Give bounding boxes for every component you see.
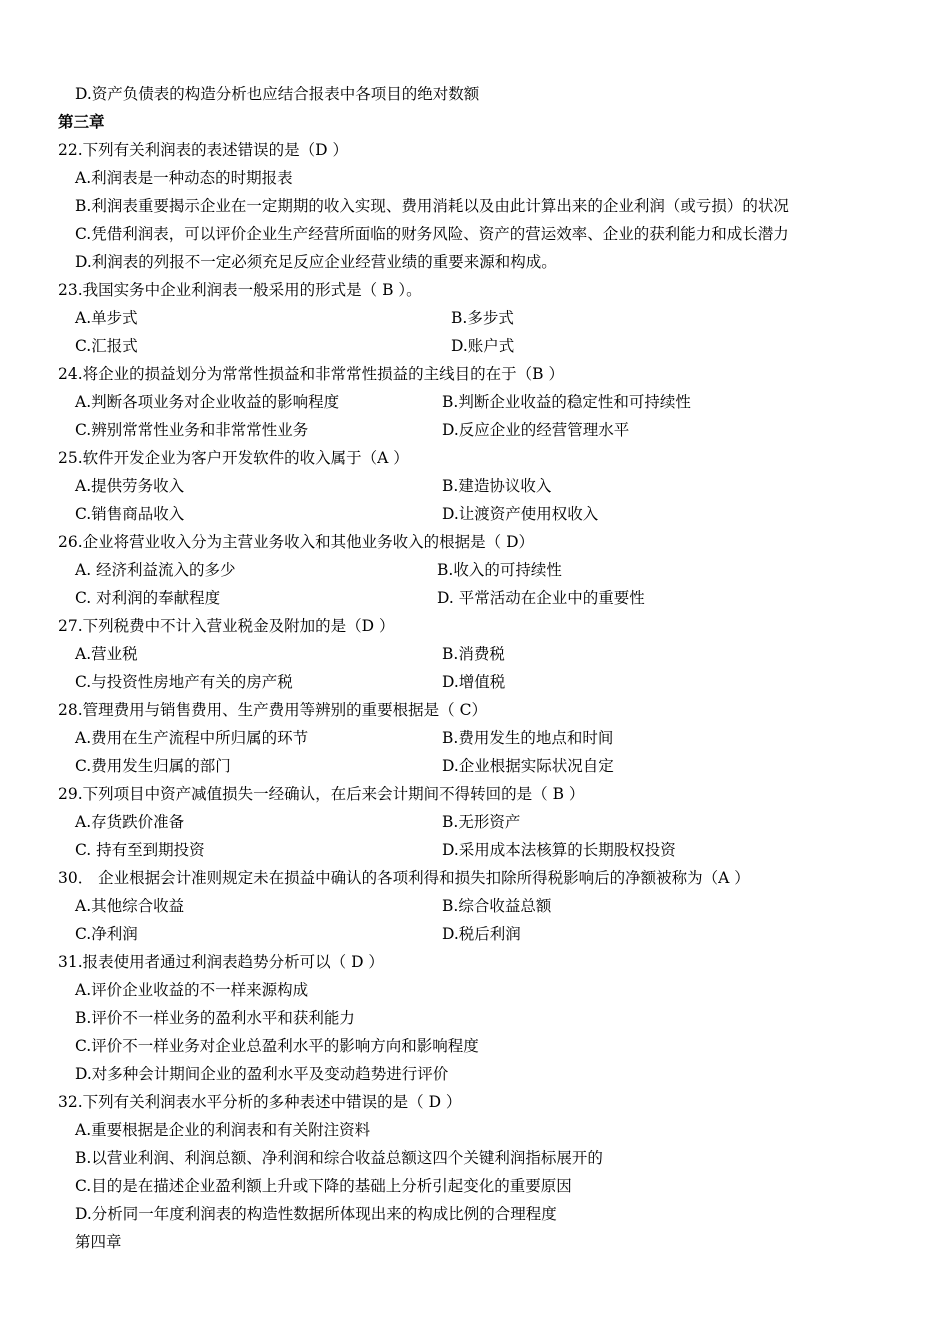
option-text: D.资产负债表的构造分析也应结合报表中各项目的绝对数额 (75, 85, 480, 103)
option-a: C.费用发生归属的部门 (75, 757, 231, 775)
option-b: D.企业根据实际状况自定 (442, 757, 614, 775)
chapter-heading: 第三章 (58, 112, 105, 131)
question-24: 24.将企业的损益划分为常常性损益和非常常性损益的主线目的在于（B ） (58, 365, 564, 383)
option-b: B.费用发生的地点和时间 (442, 729, 614, 747)
option-text: B.利润表重要揭示企业在一定期期的收入实现、费用消耗以及由此计算出来的企业利润（或亏损）的状况 (75, 197, 789, 215)
option-a: A.其他综合收益 (75, 897, 185, 915)
option-b: D.采用成本法核算的长期股权投资 (442, 841, 676, 859)
option-text: C.目的是在描述企业盈利额上升或下降的基础上分析引起变化的重要原因 (75, 1177, 572, 1195)
option-row (75, 672, 506, 692)
option-b: B.综合收益总额 (442, 897, 552, 915)
option-a: A.费用在生产流程中所归属的环节 (75, 729, 309, 747)
option-b: D.税后利润 (442, 925, 521, 943)
option-b: B.无形资产 (442, 813, 521, 831)
option-row (75, 728, 614, 748)
option-text: A.利润表是一种动态的时期报表 (75, 169, 293, 187)
option-text: D.对多种会计期间企业的盈利水平及变动趋势进行评价 (75, 1065, 449, 1083)
option-row (75, 924, 521, 944)
option-row (75, 504, 599, 524)
option-b: B.建造协议收入 (442, 477, 552, 495)
option-b: B.消费税 (442, 645, 505, 663)
option-row (75, 420, 630, 440)
option-a: A. 经济利益流入的多少 (75, 561, 236, 579)
option-text: B.评价不一样业务的盈利水平和获利能力 (75, 1009, 355, 1027)
option-row (75, 560, 562, 580)
question-23: 23.我国实务中企业利润表一般采用的形式是（ B ）。 (58, 281, 422, 299)
option-row (75, 476, 552, 496)
question-30: 30． 企业根据会计准则规定未在损益中确认的各项利得和损失扣除所得税影响后的净额被称为（A ） (58, 869, 750, 887)
question-29: 29.下列项目中资产减值损失一经确认，在后来会计期间不得转回的是（ B ） (58, 785, 585, 803)
option-a: A.营业税 (75, 645, 138, 663)
option-text: C.凭借利润表，可以评价企业生产经营所面临的财务风险、资产的营运效率、企业的获利能力和成长潜力 (75, 225, 789, 243)
option-a: C.销售商品收入 (75, 505, 185, 523)
option-text: A.重要根据是企业的利润表和有关附注资料 (75, 1121, 371, 1139)
option-row (75, 840, 676, 860)
question-31: 31.报表使用者通过利润表趋势分析可以（ D ） (58, 953, 384, 971)
option-text: B.以营业利润、利润总额、净利润和综合收益总额这四个关键利润指标展开的 (75, 1149, 603, 1167)
option-text: C.评价不一样业务对企业总盈利水平的影响方向和影响程度 (75, 1037, 479, 1055)
option-row (75, 588, 645, 608)
question-25: 25.软件开发企业为客户开发软件的收入属于（A ） (58, 449, 409, 467)
option-a: A.判断各项业务对企业收益的影响程度 (75, 393, 340, 411)
option-row (75, 896, 552, 916)
option-b: D.让渡资产使用权收入 (442, 505, 599, 523)
option-b: D.账户式 (451, 337, 515, 355)
option-a: C. 对利润的奉献程度 (75, 589, 221, 607)
option-row (75, 644, 505, 664)
question-32: 32.下列有关利润表水平分析的多种表述中错误的是（ D ） (58, 1093, 462, 1111)
option-b: B.判断企业收益的稳定性和可持续性 (442, 393, 691, 411)
option-text: A.评价企业收益的不一样来源构成 (75, 981, 309, 999)
option-b: D. 平常活动在企业中的重要性 (437, 589, 645, 607)
option-text: D.利润表的列报不一定必须充足反应企业经营业绩的重要来源和构成。 (75, 253, 557, 271)
chapter-heading: 第四章 (75, 1233, 122, 1251)
question-26: 26.企业将营业收入分为主营业务收入和其他业务收入的根据是（ D） (58, 533, 535, 551)
question-22: 22.下列有关利润表的表述错误的是（D ） (58, 141, 349, 159)
option-row (75, 392, 691, 412)
question-27: 27.下列税费中不计入营业税金及附加的是（D ） (58, 617, 395, 635)
option-a: A.存货跌价准备 (75, 813, 185, 831)
option-row (75, 308, 514, 328)
option-row (75, 756, 614, 776)
question-28: 28.管理费用与销售费用、生产费用等辨别的重要根据是（ C） (58, 701, 487, 719)
option-a: A.单步式 (75, 309, 138, 327)
option-b: B.收入的可持续性 (437, 561, 562, 579)
option-a: C.辨别常常性业务和非常常性业务 (75, 421, 309, 439)
option-a: C.净利润 (75, 925, 138, 943)
option-a: C. 持有至到期投资 (75, 841, 205, 859)
option-a: C.与投资性房地产有关的房产税 (75, 673, 293, 691)
option-text: D.分析同一年度利润表的构造性数据所体现出来的构成比例的合理程度 (75, 1205, 557, 1223)
option-row (75, 336, 515, 356)
option-a: C.汇报式 (75, 337, 138, 355)
option-a: A.提供劳务收入 (75, 477, 185, 495)
option-b: D.增值税 (442, 673, 506, 691)
option-row (75, 812, 521, 832)
option-b: D.反应企业的经营管理水平 (442, 421, 630, 439)
option-b: B.多步式 (451, 309, 514, 327)
